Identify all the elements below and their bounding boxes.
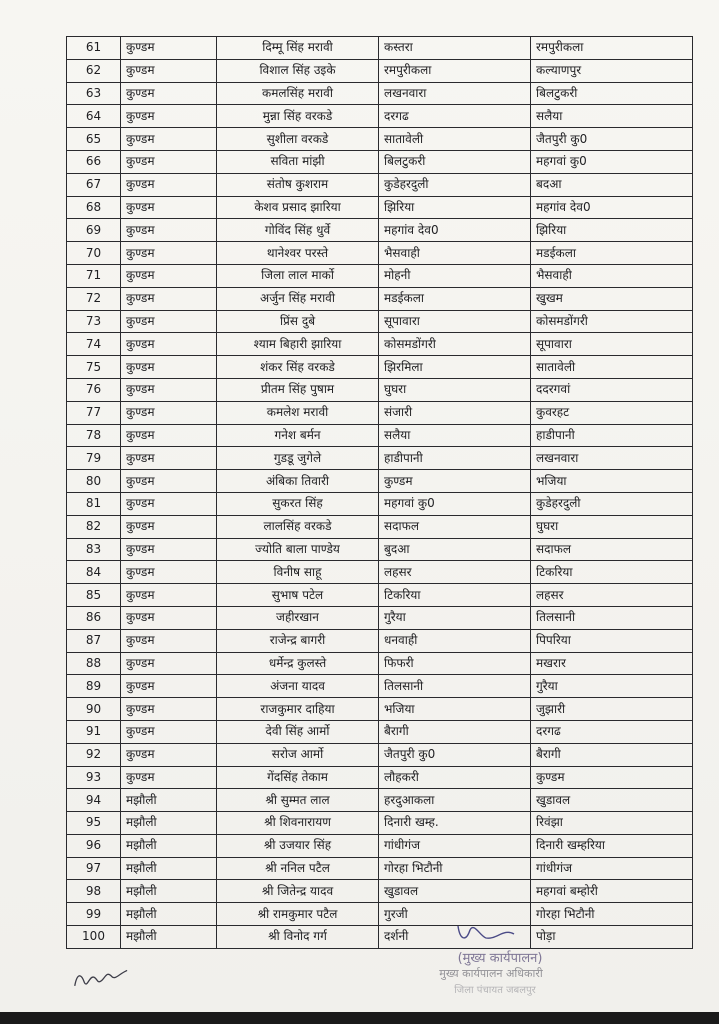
table-row	[67, 447, 693, 470]
serial-number-cell: 71	[67, 264, 121, 287]
block-cell: मझौली	[121, 880, 217, 903]
assigned-village-cell: कोसमडोंगरी	[531, 310, 693, 333]
table-row	[67, 287, 693, 310]
name-cell: अर्जुन सिंह मरावी	[217, 287, 379, 310]
seal-office: जिला पंचायत जबलपुर	[454, 985, 536, 996]
block-cell: कुण्डम	[121, 515, 217, 538]
village-cell: गांधीगंज	[379, 834, 531, 857]
assigned-village-cell: कल्याणपुर	[531, 59, 693, 82]
village-cell: टिकरिया	[379, 584, 531, 607]
village-cell: दरगढ	[379, 105, 531, 128]
table-row	[67, 538, 693, 561]
assigned-village-cell: सातावेली	[531, 356, 693, 379]
table-row	[67, 150, 693, 173]
assigned-village-cell: महगांव देव0	[531, 196, 693, 219]
serial-number-cell: 82	[67, 515, 121, 538]
assigned-village-cell: घुघरा	[531, 515, 693, 538]
block-cell: कुण्डम	[121, 470, 217, 493]
serial-number-cell: 87	[67, 629, 121, 652]
table-row	[67, 926, 693, 949]
name-cell: शंकर सिंह वरकडे	[217, 356, 379, 379]
name-cell: प्रिंस दुबे	[217, 310, 379, 333]
block-cell: मझौली	[121, 857, 217, 880]
name-cell: प्रीतम सिंह पुषाम	[217, 378, 379, 401]
serial-number-cell: 81	[67, 492, 121, 515]
serial-number-cell: 83	[67, 538, 121, 561]
village-cell: भजिया	[379, 698, 531, 721]
block-cell: कुण्डम	[121, 105, 217, 128]
assigned-village-cell: दरगढ	[531, 720, 693, 743]
name-cell: श्री उजयार सिंह	[217, 834, 379, 857]
block-cell: कुण्डम	[121, 561, 217, 584]
village-cell: झिरमिला	[379, 356, 531, 379]
serial-number-cell: 84	[67, 561, 121, 584]
serial-number-cell: 76	[67, 378, 121, 401]
village-cell: सूपावारा	[379, 310, 531, 333]
name-cell: सुशीला वरकडे	[217, 128, 379, 151]
table-row	[67, 264, 693, 287]
block-cell: कुण्डम	[121, 150, 217, 173]
serial-number-cell: 90	[67, 698, 121, 721]
assigned-village-cell: कुडेहरदुली	[531, 492, 693, 515]
serial-number-cell: 78	[67, 424, 121, 447]
name-cell: अंजना यादव	[217, 675, 379, 698]
assigned-village-cell: गांधीगंज	[531, 857, 693, 880]
village-cell: कुण्डम	[379, 470, 531, 493]
table-row	[67, 401, 693, 424]
name-cell: श्री ननिल पटैल	[217, 857, 379, 880]
serial-number-cell: 97	[67, 857, 121, 880]
village-cell: कुडेहरदुली	[379, 173, 531, 196]
table-row	[67, 378, 693, 401]
name-cell: कमलसिंह मरावी	[217, 82, 379, 105]
serial-number-cell: 73	[67, 310, 121, 333]
block-cell: मझौली	[121, 812, 217, 835]
serial-number-cell: 74	[67, 333, 121, 356]
assigned-village-cell: सलैया	[531, 105, 693, 128]
block-cell: कुण्डम	[121, 82, 217, 105]
block-cell: कुण्डम	[121, 264, 217, 287]
table-row	[67, 675, 693, 698]
serial-number-cell: 61	[67, 37, 121, 60]
assigned-village-cell: सदाफल	[531, 538, 693, 561]
village-cell: घुघरा	[379, 378, 531, 401]
assigned-village-cell: टिकरिया	[531, 561, 693, 584]
block-cell: मझौली	[121, 834, 217, 857]
seal-designation: मुख्य कार्यपालन अधिकारी	[439, 967, 543, 980]
assigned-village-cell: महगवां कु0	[531, 150, 693, 173]
table-row	[67, 37, 693, 60]
serial-number-cell: 66	[67, 150, 121, 173]
table-row	[67, 196, 693, 219]
block-cell: कुण्डम	[121, 606, 217, 629]
assigned-village-cell: दिनारी खम्हरिया	[531, 834, 693, 857]
name-cell: लालसिंह वरकडे	[217, 515, 379, 538]
name-cell: गोविंद सिंह धुर्वे	[217, 219, 379, 242]
name-cell: संतोष कुशराम	[217, 173, 379, 196]
village-cell: भैसवाही	[379, 242, 531, 265]
block-cell: कुण्डम	[121, 59, 217, 82]
name-cell: केशव प्रसाद झारिया	[217, 196, 379, 219]
table-row	[67, 561, 693, 584]
serial-number-cell: 65	[67, 128, 121, 151]
village-cell: कोसमडोंगरी	[379, 333, 531, 356]
assigned-village-cell: बैरागी	[531, 743, 693, 766]
assigned-village-cell: महगवां बम्होरी	[531, 880, 693, 903]
roster-table	[66, 36, 693, 949]
block-cell: कुण्डम	[121, 584, 217, 607]
serial-number-cell: 85	[67, 584, 121, 607]
serial-number-cell: 96	[67, 834, 121, 857]
table-row	[67, 424, 693, 447]
block-cell: कुण्डम	[121, 401, 217, 424]
village-cell: फिफरी	[379, 652, 531, 675]
block-cell: कुण्डम	[121, 128, 217, 151]
serial-number-cell: 94	[67, 789, 121, 812]
block-cell: कुण्डम	[121, 196, 217, 219]
name-cell: श्री जितेन्द्र यादव	[217, 880, 379, 903]
name-cell: देवी सिंह आर्मो	[217, 720, 379, 743]
block-cell: कुण्डम	[121, 378, 217, 401]
block-cell: कुण्डम	[121, 242, 217, 265]
serial-number-cell: 99	[67, 903, 121, 926]
block-cell: कुण्डम	[121, 356, 217, 379]
block-cell: कुण्डम	[121, 698, 217, 721]
assigned-village-cell: भैसवाही	[531, 264, 693, 287]
table-row	[67, 834, 693, 857]
village-cell: बिलटुकरी	[379, 150, 531, 173]
table-row	[67, 720, 693, 743]
village-cell: रमपुरीकला	[379, 59, 531, 82]
block-cell: कुण्डम	[121, 675, 217, 698]
serial-number-cell: 93	[67, 766, 121, 789]
name-cell: राजेन्द्र बागरी	[217, 629, 379, 652]
table-row	[67, 698, 693, 721]
serial-number-cell: 75	[67, 356, 121, 379]
village-cell: महगांव देव0	[379, 219, 531, 242]
table-row	[67, 652, 693, 675]
name-cell: दिम्मू सिंह मरावी	[217, 37, 379, 60]
block-cell: कुण्डम	[121, 652, 217, 675]
assigned-village-cell: कुवरहट	[531, 401, 693, 424]
serial-number-cell: 92	[67, 743, 121, 766]
village-cell: खुडावल	[379, 880, 531, 903]
block-cell: मझौली	[121, 789, 217, 812]
block-cell: कुण्डम	[121, 538, 217, 561]
serial-number-cell: 69	[67, 219, 121, 242]
assigned-village-cell: मडईकला	[531, 242, 693, 265]
village-cell: गुरजी	[379, 903, 531, 926]
table-row	[67, 880, 693, 903]
block-cell: कुण्डम	[121, 492, 217, 515]
assigned-village-cell: गुरैया	[531, 675, 693, 698]
serial-number-cell: 95	[67, 812, 121, 835]
table-row	[67, 743, 693, 766]
block-cell: कुण्डम	[121, 447, 217, 470]
name-cell: गुडडू जुगेले	[217, 447, 379, 470]
table-row	[67, 606, 693, 629]
serial-number-cell: 98	[67, 880, 121, 903]
assigned-village-cell: रमपुरीकला	[531, 37, 693, 60]
serial-number-cell: 72	[67, 287, 121, 310]
table-row	[67, 333, 693, 356]
assigned-village-cell: सूपावारा	[531, 333, 693, 356]
village-cell: बुदआ	[379, 538, 531, 561]
table-row	[67, 629, 693, 652]
serial-number-cell: 89	[67, 675, 121, 698]
village-cell: लहसर	[379, 561, 531, 584]
block-cell: कुण्डम	[121, 424, 217, 447]
serial-number-cell: 64	[67, 105, 121, 128]
table-row	[67, 356, 693, 379]
assigned-village-cell: भजिया	[531, 470, 693, 493]
name-cell: श्याम बिहारी झारिया	[217, 333, 379, 356]
name-cell: सरोज आर्मो	[217, 743, 379, 766]
assigned-village-cell: रिवंझा	[531, 812, 693, 835]
table-row	[67, 128, 693, 151]
assigned-village-cell: गोरहा भिटौनी	[531, 903, 693, 926]
village-cell: धनवाही	[379, 629, 531, 652]
village-cell: तिलसानी	[379, 675, 531, 698]
name-cell: श्री सुम्मत लाल	[217, 789, 379, 812]
block-cell: कुण्डम	[121, 219, 217, 242]
table-row	[67, 584, 693, 607]
name-cell: कमलेश मरावी	[217, 401, 379, 424]
name-cell: सुभाष पटेल	[217, 584, 379, 607]
village-cell: बैरागी	[379, 720, 531, 743]
assigned-village-cell: लखनवारा	[531, 447, 693, 470]
village-cell: संजारी	[379, 401, 531, 424]
block-cell: मझौली	[121, 926, 217, 949]
name-cell: विनीष साहू	[217, 561, 379, 584]
table-row	[67, 310, 693, 333]
name-cell: अंबिका तिवारी	[217, 470, 379, 493]
name-cell: विशाल सिंह उइके	[217, 59, 379, 82]
name-cell: धर्मेन्द्र कुलस्ते	[217, 652, 379, 675]
serial-number-cell: 67	[67, 173, 121, 196]
village-cell: सलैया	[379, 424, 531, 447]
village-cell: गोरहा भिटौनी	[379, 857, 531, 880]
assigned-village-cell: बिलटुकरी	[531, 82, 693, 105]
village-cell: गुरैया	[379, 606, 531, 629]
serial-number-cell: 91	[67, 720, 121, 743]
serial-number-cell: 70	[67, 242, 121, 265]
table-row	[67, 173, 693, 196]
name-cell: गनेश बर्मन	[217, 424, 379, 447]
table-row	[67, 492, 693, 515]
serial-number-cell: 62	[67, 59, 121, 82]
block-cell: कुण्डम	[121, 720, 217, 743]
name-cell: श्री विनोद गर्ग	[217, 926, 379, 949]
assigned-village-cell: खुखम	[531, 287, 693, 310]
assigned-village-cell: बदआ	[531, 173, 693, 196]
name-cell: श्री शिवनारायण	[217, 812, 379, 835]
table-row	[67, 766, 693, 789]
table-row	[67, 470, 693, 493]
table-row	[67, 515, 693, 538]
village-cell: झिरिया	[379, 196, 531, 219]
handwritten-signature	[71, 962, 134, 995]
serial-number-cell: 79	[67, 447, 121, 470]
name-cell: मुन्ना सिंह वरकडे	[217, 105, 379, 128]
block-cell: मझौली	[121, 903, 217, 926]
block-cell: कुण्डम	[121, 310, 217, 333]
name-cell: थानेश्वर परस्ते	[217, 242, 379, 265]
name-cell: श्री रामकुमार पटैल	[217, 903, 379, 926]
assigned-village-cell: खुडावल	[531, 789, 693, 812]
assigned-village-cell: तिलसानी	[531, 606, 693, 629]
assigned-village-cell: झिरिया	[531, 219, 693, 242]
table-row	[67, 812, 693, 835]
name-cell: गेंदसिंह तेकाम	[217, 766, 379, 789]
serial-number-cell: 63	[67, 82, 121, 105]
village-cell: महगवां कु0	[379, 492, 531, 515]
table-row	[67, 59, 693, 82]
serial-number-cell: 77	[67, 401, 121, 424]
assigned-village-cell: कुण्डम	[531, 766, 693, 789]
scan-edge	[0, 1012, 719, 1024]
block-cell: कुण्डम	[121, 287, 217, 310]
name-cell: सुकरत सिंह	[217, 492, 379, 515]
village-cell: कस्तरा	[379, 37, 531, 60]
table-row	[67, 789, 693, 812]
name-cell: राजकुमार दाहिया	[217, 698, 379, 721]
table-row	[67, 82, 693, 105]
name-cell: सविता मांझी	[217, 150, 379, 173]
assigned-village-cell: हाडीपानी	[531, 424, 693, 447]
name-cell: जिला लाल मार्को	[217, 264, 379, 287]
serial-number-cell: 100	[67, 926, 121, 949]
village-cell: मोहनी	[379, 264, 531, 287]
block-cell: कुण्डम	[121, 173, 217, 196]
name-cell: जहीरखान	[217, 606, 379, 629]
table-row	[67, 857, 693, 880]
block-cell: कुण्डम	[121, 743, 217, 766]
village-cell: दर्शनी	[379, 926, 531, 949]
assigned-village-cell: जैतपुरी कु0	[531, 128, 693, 151]
village-cell: सदाफल	[379, 515, 531, 538]
block-cell: कुण्डम	[121, 629, 217, 652]
roster-body	[67, 37, 693, 949]
block-cell: कुण्डम	[121, 766, 217, 789]
serial-number-cell: 86	[67, 606, 121, 629]
seal-title: (मुख्य कार्यपालन)	[457, 951, 543, 966]
table-row	[67, 242, 693, 265]
table-row	[67, 219, 693, 242]
block-cell: कुण्डम	[121, 333, 217, 356]
village-cell: हरदुआकला	[379, 789, 531, 812]
table-row	[67, 105, 693, 128]
village-cell: हाडीपानी	[379, 447, 531, 470]
village-cell: मडईकला	[379, 287, 531, 310]
assigned-village-cell: लहसर	[531, 584, 693, 607]
village-cell: दिनारी खम्ह.	[379, 812, 531, 835]
table-row	[67, 903, 693, 926]
assigned-village-cell: ददरगवां	[531, 378, 693, 401]
village-cell: सातावेली	[379, 128, 531, 151]
assigned-village-cell: मखरार	[531, 652, 693, 675]
serial-number-cell: 88	[67, 652, 121, 675]
assigned-village-cell: जुझारी	[531, 698, 693, 721]
assigned-village-cell: पोड़ा	[531, 926, 693, 949]
village-cell: लौहकरी	[379, 766, 531, 789]
serial-number-cell: 80	[67, 470, 121, 493]
village-cell: जैतपुरी कु0	[379, 743, 531, 766]
serial-number-cell: 68	[67, 196, 121, 219]
block-cell: कुण्डम	[121, 37, 217, 60]
village-cell: लखनवारा	[379, 82, 531, 105]
name-cell: ज्योति बाला पाण्डेय	[217, 538, 379, 561]
assigned-village-cell: पिपरिया	[531, 629, 693, 652]
